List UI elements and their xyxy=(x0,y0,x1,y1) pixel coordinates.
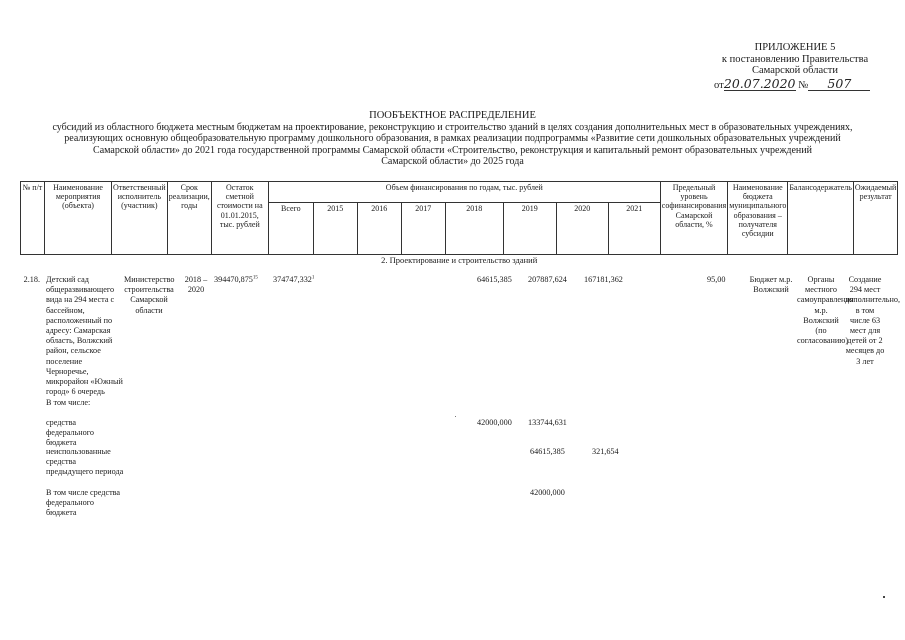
row-cost xyxy=(214,275,258,285)
row-executor: Министерство строительства Самарской области xyxy=(124,275,175,315)
row-term: 2018 – 2020 xyxy=(184,275,208,295)
annex-block xyxy=(705,42,885,77)
sub-federal-inc-label: В том числе средства федерального бюджета xyxy=(46,488,121,518)
annex-line-region: Самарской области xyxy=(752,65,838,76)
handwritten-number: 507 xyxy=(808,78,870,91)
row-result: Создание 294 мест дополнительно, в том числе 63 мест для детей от 2 месяцев до 3 лет xyxy=(845,275,901,366)
annex-title: ПРИЛОЖЕНИЕ 5 xyxy=(754,42,836,53)
header-recipient: Наименование бюджета муниципального образования – получателя субсидии xyxy=(728,182,788,255)
annex-date-line xyxy=(714,78,874,92)
header-total: Всего xyxy=(268,203,313,255)
number-label: № xyxy=(798,80,809,91)
row-holder: Органы местного самоуправления м.р. Волжский (по согласованию) xyxy=(797,275,854,346)
header-funding-group: Объем финансирования по годам, тыс. рублей xyxy=(268,182,660,203)
title-line-2: реализующих основную общеобразовательную программу дошкольного образования, в рамках реализации подпрограммы «Развитие сети дошкольных образовательных учреждений xyxy=(64,133,841,145)
header-2021: 2021 xyxy=(608,203,660,255)
header-2015: 2015 xyxy=(313,203,357,255)
title-line-3: Самарской области» до 2021 года государственной программы Самарской области «Строительство, реконструкция и капитальный ремонт образовательных учреждений xyxy=(93,144,812,156)
row-object-name: Детский сад общеразвивающего вида на 294 места с бассейном, расположенный по адресу: Самарская область, Волжский район, сельское поселение Черноречье, микрорайон «Южный город» 6 очередь xyxy=(46,275,123,397)
header-2016: 2016 xyxy=(357,203,401,255)
total-footnote: 1 xyxy=(311,275,315,281)
section-title: 2. Проектирование и строительство зданий xyxy=(381,255,538,265)
header-num: № п/т xyxy=(21,182,45,255)
header-2018: 2018 xyxy=(445,203,503,255)
document-title xyxy=(10,110,895,167)
scan-speck xyxy=(455,416,456,417)
sub-federal-2018: 42000,000 xyxy=(477,418,512,427)
distribution-table xyxy=(20,181,898,268)
sub-unused-2019: 64615,385 xyxy=(530,447,565,456)
title-line-1: субсидий из областного бюджета местным бюджетам на проектирование, реконструкцию и строительство зданий в целях создания дополнительных мест в образовательных учреждениях, xyxy=(52,122,853,134)
header-2020: 2020 xyxy=(556,203,608,255)
sub-federal-2019: 133744,631 xyxy=(528,418,567,427)
row-2018: 64615,385 xyxy=(477,275,512,284)
sub-unused-2020: 321,654 xyxy=(592,447,619,456)
row-share: 95,00 xyxy=(707,275,726,284)
row-2020: 167181,362 xyxy=(584,275,623,284)
header-result: Ожидаемый результат xyxy=(853,182,897,255)
cost-value: 394470,875 xyxy=(214,275,253,284)
title-heading: ПООБЪЕКТНОЕ РАСПРЕДЕЛЕНИЕ xyxy=(369,110,536,121)
header-holder: Балансодержатель xyxy=(788,182,854,255)
total-value: 374747,332 xyxy=(273,275,312,284)
from-label: от xyxy=(714,80,724,91)
header-executor: Ответственный исполнитель (участник) xyxy=(112,182,168,255)
row-recipient: Бюджет м.р. Волжский xyxy=(749,275,793,295)
header-2019: 2019 xyxy=(503,203,556,255)
handwritten-date: 20.07.2020 xyxy=(723,76,796,91)
row-total xyxy=(273,275,314,285)
annex-line-resolution: к постановлению Правительства xyxy=(721,53,869,65)
row-number: 2.18. xyxy=(23,275,40,284)
sub-unused-label: неиспользованные средства предыдущего периода xyxy=(46,447,124,477)
row-2019: 207887,624 xyxy=(528,275,567,284)
header-2017: 2017 xyxy=(401,203,445,255)
header-cost: Остаток сметной стоимости на 01.01.2015, тыс. рублей xyxy=(211,182,268,255)
title-line-4: Самарской области» до 2025 года xyxy=(381,155,524,167)
header-name: Наименование мероприятия (объекта) xyxy=(45,182,112,255)
scan-speck xyxy=(883,596,885,598)
sub-heading: В том числе: xyxy=(46,398,91,407)
header-term: Срок реализации, годы xyxy=(167,182,211,255)
sub-federal-inc-2019: 42000,000 xyxy=(530,488,565,497)
cost-footnote: 15 xyxy=(252,275,258,281)
sub-federal-label: средства федерального бюджета xyxy=(46,418,94,448)
header-share: Предельный уровень софинансирования Самарской области, % xyxy=(660,182,727,255)
